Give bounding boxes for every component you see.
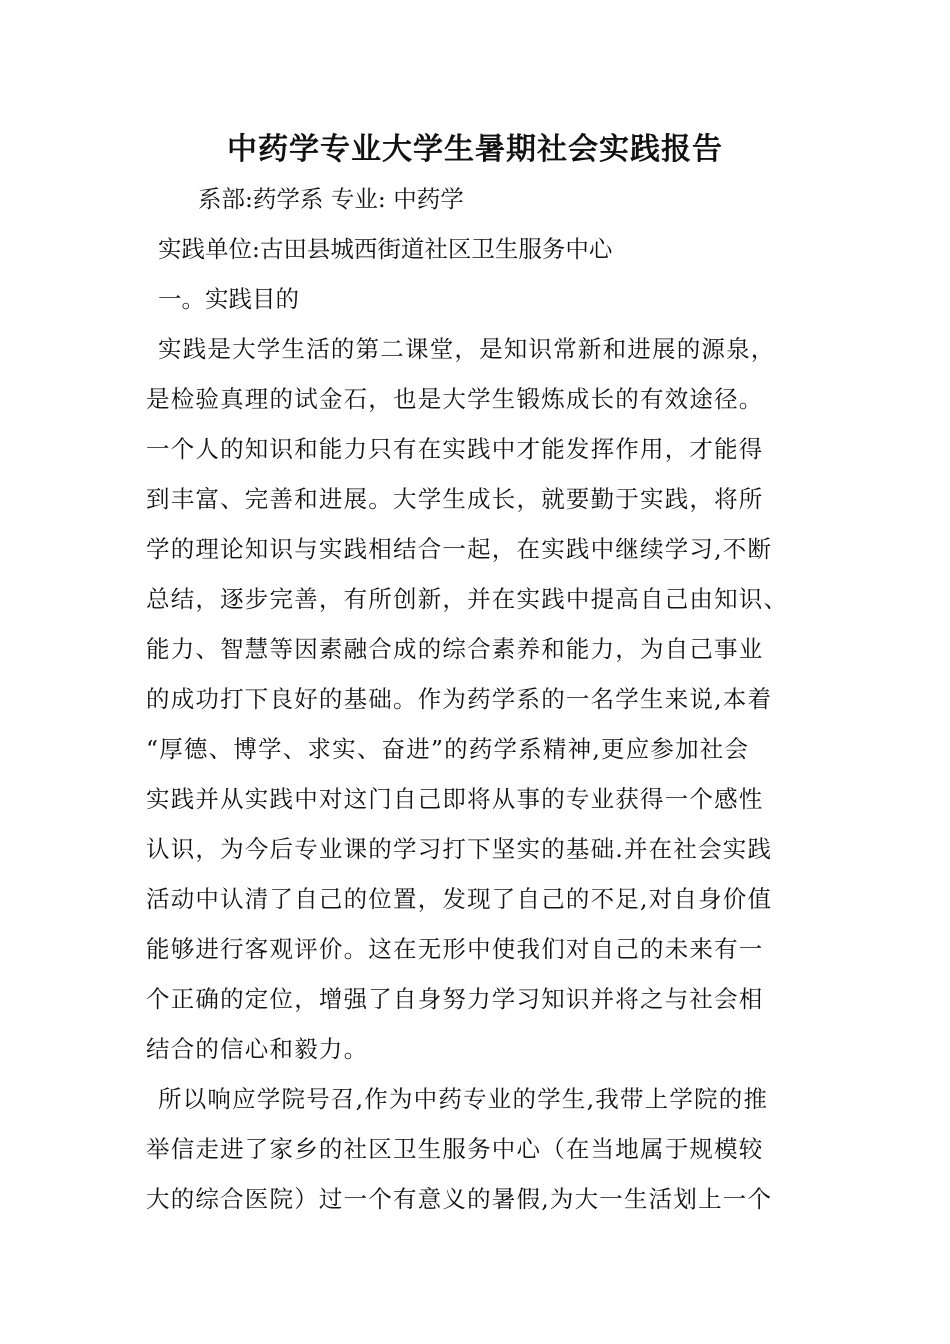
paragraph-line: 到丰富、完善和进展。大学生成长，就要勤于实践，将所 (146, 485, 764, 513)
paragraph-line: 实践并从实践中对这门自己即将从事的专业获得一个感性 (146, 785, 764, 813)
department-major-line: 系部:药学系 专业: 中药学 (198, 185, 464, 213)
paragraph-line: 的成功打下良好的基础。作为药学系的一名学生来说,本着 (146, 685, 773, 713)
paragraph-line: 能力、智慧等因素融合成的综合素养和能力，为自己事业 (146, 635, 764, 663)
paragraph-line: 所以响应学院号召,作为中药专业的学生,我带上学院的推 (158, 1085, 769, 1113)
paragraph-line: 结合的信心和毅力。 (146, 1035, 369, 1063)
paragraph-line: 认识，为今后专业课的学习打下坚实的基础.并在社会实践 (146, 835, 773, 863)
section-heading: 一。实践目的 (158, 285, 299, 313)
paragraph-line: 大的综合医院）过一个有意义的暑假,为大一生活划上一个 (146, 1185, 773, 1213)
document-title: 中药学专业大学生暑期社会实践报告 (227, 132, 723, 167)
paragraph-line: 是检验真理的试金石，也是大学生锻炼成长的有效途径。 (146, 385, 764, 413)
paragraph-line: 个正确的定位，增强了自身努力学习知识并将之与社会相 (146, 985, 764, 1013)
paragraph-line: “厚德、博学、求实、奋进”的药学系精神,更应参加社会 (146, 735, 750, 763)
paragraph-line: 活动中认清了自己的位置，发现了自己的不足,对自身价值 (146, 885, 773, 913)
paragraph-line: 实践是大学生活的第二课堂，是知识常新和进展的源泉， (158, 335, 776, 363)
paragraph-line: 学的理论知识与实践相结合一起，在实践中继续学习,不断 (146, 535, 773, 563)
paragraph-line: 能够进行客观评价。这在无形中使我们对自己的未来有一 (146, 935, 764, 963)
paragraph-line: 举信走进了家乡的社区卫生服务中心（在当地属于规模较 (146, 1135, 764, 1163)
practice-unit-line: 实践单位:古田县城西街道社区卫生服务中心 (158, 235, 613, 263)
paragraph-line: 一个人的知识和能力只有在实践中才能发挥作用，才能得 (146, 435, 764, 463)
paragraph-line: 总结，逐步完善，有所创新，并在实践中提高自己由知识、 (146, 585, 789, 613)
